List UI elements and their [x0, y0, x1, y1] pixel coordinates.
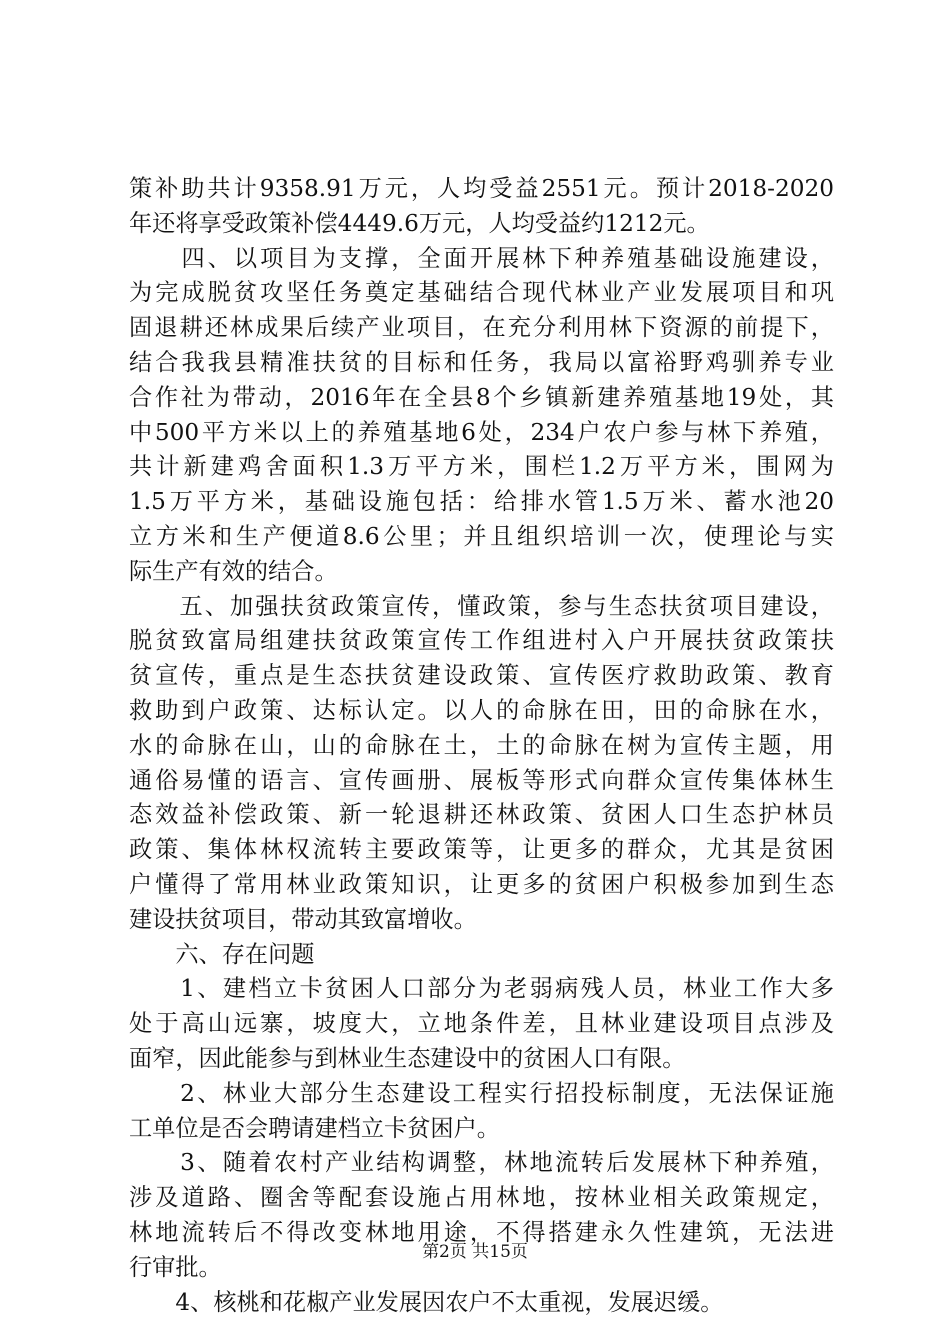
text-line: 为完成脱贫攻坚任务奠定基础结合现代林业产业发展项目和巩	[129, 279, 834, 307]
text-line: 3、随着农村产业结构调整，林地流转后发展林下种养殖，	[129, 1149, 834, 1177]
text-line: 通俗易懂的语言、宣传画册、展板等形式向群众宣传集体林生	[129, 766, 834, 794]
document-body	[129, 172, 834, 1320]
text-line: 四、以项目为支撑，全面开展林下种养殖基础设施建设，	[129, 244, 834, 272]
text-line: 面窄，因此能参与到林业生态建设中的贫困人口有限。	[129, 1044, 686, 1072]
page-footer: 第2页 共15页	[422, 1242, 528, 1262]
text-line: 工单位是否会聘请建档立卡贫困户。	[129, 1114, 500, 1142]
text-line: 救助到户政策、达标认定。以人的命脉在田，田的命脉在水，	[129, 696, 834, 724]
text-line: 涉及道路、圈舍等配套设施占用林地，按林业相关政策规定，	[129, 1184, 834, 1212]
text-line: 1、建档立卡贫困人口部分为老弱病残人员，林业工作大多	[129, 975, 834, 1003]
text-line: 立方米和生产便道8.6公里；并且组织培训一次，使理论与实	[129, 522, 834, 550]
text-line: 行审批。	[129, 1253, 222, 1281]
text-line: 处于高山远寨，坡度大，立地条件差，且林业建设项目点涉及	[129, 1010, 834, 1038]
text-line: 1.5万平方米，基础设施包括：给排水管1.5万米、蓄水池20	[129, 488, 834, 516]
text-line: 中500平方米以上的养殖基地6处，234户农户参与林下养殖，	[129, 418, 834, 446]
text-line: 合作社为带动，2016年在全县8个乡镇新建养殖基地19处，其	[129, 383, 834, 411]
text-line: 五、加强扶贫政策宣传，懂政策，参与生态扶贫项目建设，	[129, 592, 834, 620]
text-line: 年还将享受政策补偿4449.6万元，人均受益约1212元。	[129, 209, 710, 237]
text-line: 结合我我县精准扶贫的目标和任务，我局以富裕野鸡驯养专业	[129, 348, 834, 376]
text-line: 2、林业大部分生态建设工程实行招投标制度，无法保证施	[129, 1079, 834, 1107]
text-line: 态效益补偿政策、新一轮退耕还林政策、贫困人口生态护林员	[129, 801, 834, 829]
text-line: 策补助共计9358.91万元，人均受益2551元。预计2018-2020	[129, 175, 834, 202]
text-line: 贫宣传，重点是生态扶贫建设政策、宣传医疗救助政策、教育	[129, 662, 834, 690]
text-line: 固退耕还林成果后续产业项目，在充分利用林下资源的前提下，	[129, 314, 834, 342]
text-line: 户懂得了常用林业政策知识，让更多的贫困户积极参加到生态	[129, 870, 834, 898]
text-line: 际生产有效的结合。	[129, 557, 338, 585]
text-line: 六、存在问题	[129, 940, 315, 968]
text-line: 共计新建鸡舍面积1.3万平方米，围栏1.2万平方米，围网为	[129, 453, 834, 481]
text-line: 林地流转后不得改变林地用途，不得搭建永久性建筑，无法进	[129, 1218, 834, 1246]
text-line: 政策、集体林权流转主要政策等，让更多的群众，尤其是贫困	[129, 836, 834, 864]
text-line: 水的命脉在山，山的命脉在土，土的命脉在树为宣传主题，用	[129, 731, 834, 759]
text-line: 4、核桃和花椒产业发展因农户不太重视，发展迟缓。	[129, 1288, 724, 1316]
text-line: 建设扶贫项目，带动其致富增收。	[129, 905, 477, 933]
text-line: 脱贫致富局组建扶贫政策宣传工作组进村入户开展扶贫政策扶	[129, 627, 834, 655]
